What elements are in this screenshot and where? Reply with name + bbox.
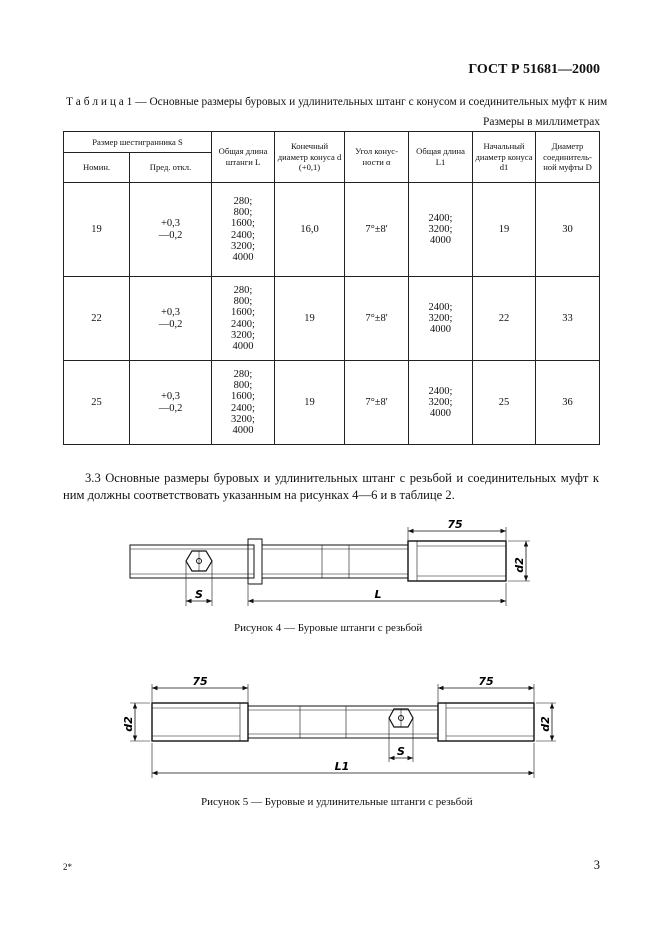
cell-nominal: 25 xyxy=(64,361,130,445)
cell-lengths-l: 280; 800; 1600; 2400; 3200; 4000 xyxy=(212,277,275,361)
header-tolerance: Пред. откл. xyxy=(130,153,212,183)
fig4-label-diameter: d2 xyxy=(513,557,526,573)
cell-initial-diameter: 25 xyxy=(473,361,536,445)
cell-cone-angle: 7°±8' xyxy=(345,277,409,361)
cell-tolerance: +0,3 —0,2 xyxy=(130,183,212,277)
cell-tolerance: +0,3 —0,2 xyxy=(130,277,212,361)
fig5-label-thread-right: 75 xyxy=(478,675,494,688)
cell-coupling-diameter: 36 xyxy=(536,361,600,445)
cell-lengths-l1: 2400; 3200; 4000 xyxy=(409,183,473,277)
header-nominal: Номин. xyxy=(64,153,130,183)
cell-initial-diameter: 19 xyxy=(473,183,536,277)
header-initial-diameter: Начальный диаметр конуса d1 xyxy=(473,132,536,183)
figure4-rod-drawing xyxy=(130,539,506,584)
figure5-caption: Рисунок 5 — Буровые и удлинительные штанги с резьбой xyxy=(201,796,473,808)
figure4-caption: Рисунок 4 — Буровые штанги с резьбой xyxy=(234,622,423,634)
cell-end-diameter: 16,0 xyxy=(275,183,345,277)
fig4-label-hex: S xyxy=(195,588,203,601)
section-3-3-paragraph: 3.3 Основные размеры буровых и удлинительных штанг с резьбой и соединительных муфт к ним должны соответствовать указанным на рисунках 4—6 и в таблице 2. xyxy=(63,471,599,502)
cell-cone-angle: 7°±8' xyxy=(345,361,409,445)
header-length-l1: Общая длина L1 xyxy=(409,132,473,183)
fig4-label-length: L xyxy=(374,588,382,601)
cell-nominal: 22 xyxy=(64,277,130,361)
cell-end-diameter: 19 xyxy=(275,361,345,445)
cell-tolerance: +0,3 —0,2 xyxy=(130,361,212,445)
header-length-l: Общая длина штанги L xyxy=(212,132,275,183)
units-note: Размеры в миллиметрах xyxy=(482,116,600,128)
fig5-label-thread-left: 75 xyxy=(192,675,208,688)
cell-lengths-l1: 2400; 3200; 4000 xyxy=(409,277,473,361)
fig5-label-diameter-left: d2 xyxy=(122,716,135,732)
cell-end-diameter: 19 xyxy=(275,277,345,361)
header-cone-angle: Угол конус-ности α xyxy=(345,132,409,183)
header-coupling-diameter: Диаметр соединитель-ной муфты D xyxy=(536,132,600,183)
fig4-label-thread-length: 75 xyxy=(447,518,463,531)
fig5-label-hex: S xyxy=(397,745,405,758)
fig5-label-length: L1 xyxy=(334,760,350,773)
cell-coupling-diameter: 30 xyxy=(536,183,600,277)
table-caption: Т а б л и ц а 1 — Основные размеры буровых и удлинительных штанг с конусом и соединительных муфт к ним xyxy=(66,96,608,108)
cell-lengths-l: 280; 800; 1600; 2400; 3200; 4000 xyxy=(212,183,275,277)
cell-initial-diameter: 22 xyxy=(473,277,536,361)
figure4-dimensions xyxy=(186,527,530,606)
footer-mark: 2* xyxy=(63,862,72,872)
standard-number: ГОСТ Р 51681—2000 xyxy=(468,62,600,77)
header-end-diameter: Конечный диаметр конуса d (+0,1) xyxy=(275,132,345,183)
cell-nominal: 19 xyxy=(64,183,130,277)
page-number: 3 xyxy=(593,858,600,872)
cell-lengths-l: 280; 800; 1600; 2400; 3200; 4000 xyxy=(212,361,275,445)
cell-lengths-l1: 2400; 3200; 4000 xyxy=(409,361,473,445)
figure5-rod-drawing xyxy=(152,703,534,741)
header-hex-size: Размер шестигранника S xyxy=(64,132,212,153)
cell-coupling-diameter: 33 xyxy=(536,277,600,361)
cell-cone-angle: 7°±8' xyxy=(345,183,409,277)
fig5-label-diameter-right: d2 xyxy=(539,716,552,732)
